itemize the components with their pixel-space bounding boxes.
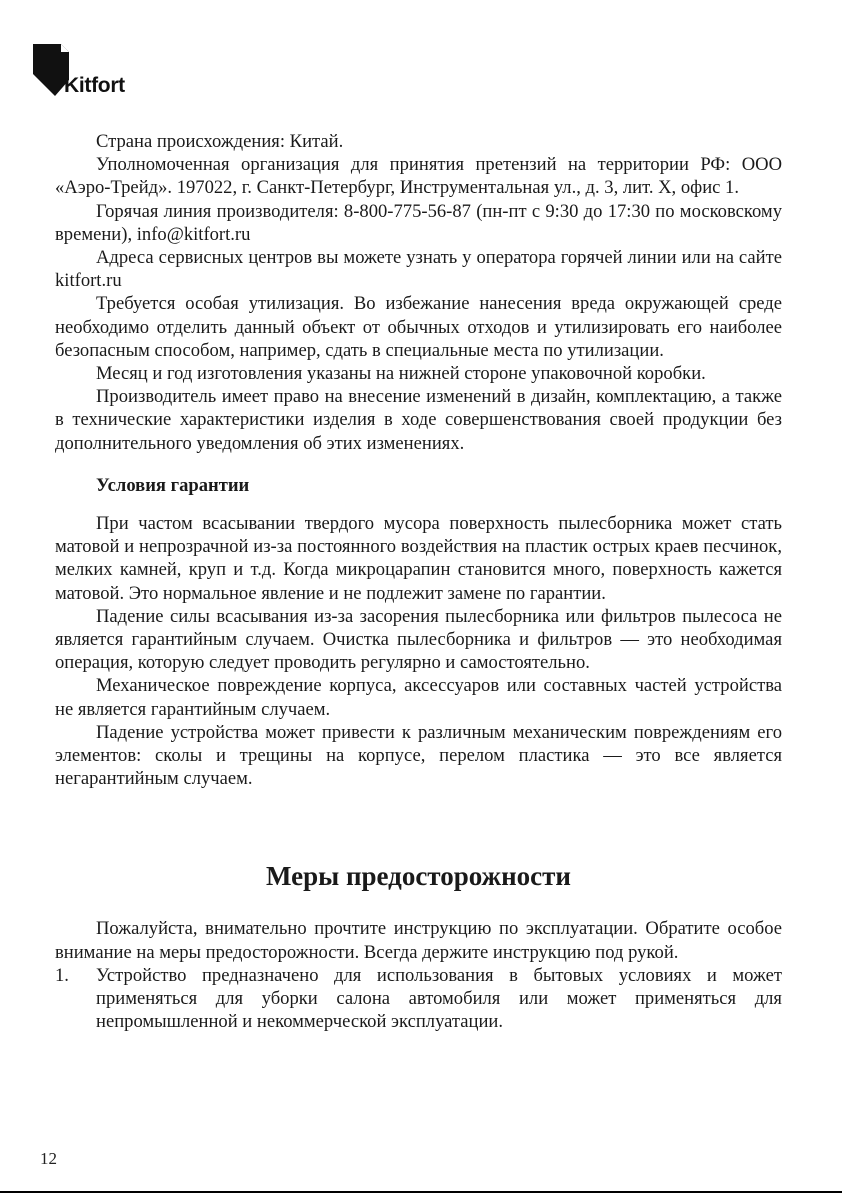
paragraph-manufacture-date: Месяц и год изготовления указаны на нижней стороне упаковочной коробки. xyxy=(96,363,706,385)
warranty-heading: Условия гарантии xyxy=(96,474,250,496)
list-item-number: 1. xyxy=(55,964,69,986)
warranty-paragraph: Падение силы всасывания из-за засорения пылесборника или фильтров пылесоса не является гарантийным случаем. Очистка пылесборника и фильтров — это необходимая операция, которую следует проводить регулярно и самостоятельно. xyxy=(55,605,782,674)
safety-heading: Меры предосторожности xyxy=(266,861,571,892)
paragraph-hotline: Горячая линия производителя: 8-800-775-56-87 (пн-пт с 9:30 до 17:30 по московскому времени), info@kitfort.ru xyxy=(55,200,782,245)
warranty-paragraph: Механическое повреждение корпуса, аксессуаров или составных частей устройства не является гарантийным случаем. xyxy=(55,675,782,720)
list-item-text: Устройство предназначено для использования в бытовых условиях и может применяться для уборки салона автомобиля или может применяться для непромышленной и некоммерческой эксплуатации. xyxy=(96,964,782,1033)
paragraph-service-centers: Адреса сервисных центров вы можете узнать у оператора горячей линии или на сайте kitfort.ru xyxy=(55,247,782,292)
paragraph-organization: Уполномоченная организация для принятия претензий на территории РФ: ООО «Аэро-Трейд». 197022, г. Санкт-Петербург, Инструментальная ул., д. 3, лит. Х, офис 1. xyxy=(55,154,782,199)
page-content xyxy=(55,130,782,1034)
brand-name: Kitfort xyxy=(64,74,125,97)
safety-list xyxy=(55,964,782,1034)
safety-intro: Пожалуйста, внимательно прочтите инструкцию по эксплуатации. Обратите особое внимание на меры предосторожности. Всегда держите инструкцию под рукой. xyxy=(55,918,782,963)
paragraph-disposal: Требуется особая утилизация. Во избежание нанесения вреда окружающей среде необходимо отделить данный объект от обычных отходов и утилизировать его наиболее безопасным способом, например, сдать в специальные места по утилизации. xyxy=(55,293,782,361)
paragraph-changes: Производитель имеет право на внесение изменений в дизайн, комплектацию, а также в технические характеристики изделия в ходе совершенствования своей продукции без дополнительного уведомления об этих изменениях. xyxy=(55,386,782,454)
list-item xyxy=(55,964,782,1034)
page-number: 12 xyxy=(40,1149,57,1168)
paragraph-origin: Страна происхождения: Китай. xyxy=(96,131,344,152)
warranty-paragraph: Падение устройства может привести к различным механическим повреждениям его элементов: сколы и трещины на корпусе, перелом пластика — это все является негарантийным случаем. xyxy=(55,721,782,790)
warranty-paragraph: При частом всасывании твердого мусора поверхность пылесборника может стать матовой и непрозрачной из-за постоянного воздействия на пластик острых краев песчинок, мелких камней, круп и т.д. Когда микроцарапин становится много, поверхность кажется матовой. Это нормальное явление и не подлежит замене по гарантии. xyxy=(55,513,782,604)
